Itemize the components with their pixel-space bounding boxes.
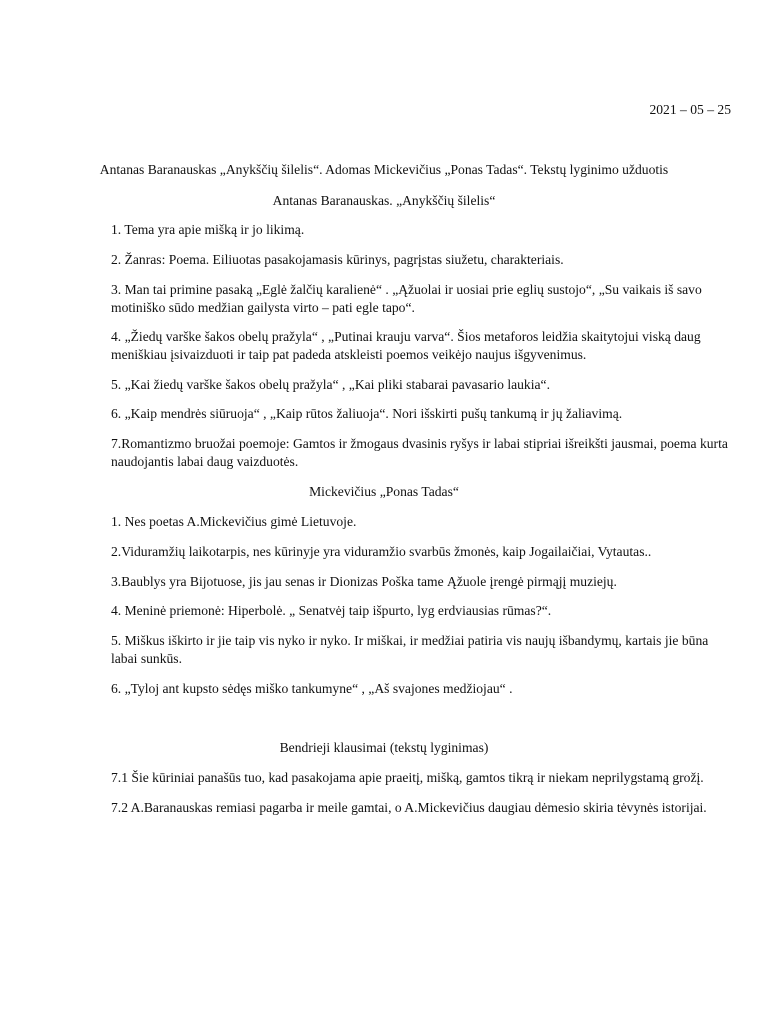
document-date: 2021 – 05 – 25 (649, 102, 731, 117)
answer-3-1: 7.1 Šie kūriniai panašūs tuo, kad pasakojama apie praeitį, mišką, gamtos tikrą ir niekam neprilygstamą grožį. (111, 770, 704, 785)
answer-2-5: 5. Miškus iškirto ir jie taip vis nyko ir nyko. Ir miškai, ir medžiai patiria vis naujų išbandymų, kartais jie būna labai sunkūs. (111, 633, 709, 666)
answer-1-6: 6. „Kaip mendrės siūruoja“ , „Kaip rūtos žaliuoja“. Nori išskirti pušų tankumą ir jų žaliavimą. (111, 406, 623, 421)
answer-3-2: 7.2 A.Baranauskas remiasi pagarba ir meile gamtai, o A.Mickevičius daugiau dėmesio skiria tėvynės istorijai. (111, 800, 707, 815)
answer-1-4: 4. „Žiedų varške šakos obelų pražyla“ , „Putinai krauju varva“. Šios metaforos leidžia skaitytojui viską daug meniškiau įsivaizduoti ir taip pat padeda atskleisti poemos veikėjo naujus išgyvenimus. (111, 329, 701, 362)
answer-1-1: 1. Tema yra apie mišką ir jo likimą. (111, 222, 305, 237)
answer-1-2: 2. Žanras: Poema. Eiliuotas pasakojamasis kūrinys, pagrįstas siužetu, charakteriais. (111, 252, 564, 267)
section-heading-baranauskas: Antanas Baranauskas. „Anykščių šilelis“ (272, 193, 496, 208)
answer-2-4: 4. Meninė priemonė: Hiperbolė. „ Senatvėj taip išpurto, lyg erdviausias rūmas?“. (111, 603, 552, 618)
answer-2-1: 1. Nes poetas A.Mickevičius gimė Lietuvoje. (111, 514, 357, 529)
answer-1-3: 3. Man tai primine pasaką „Eglė žalčių karalienė“ . „Ąžuolai ir uosiai prie eglių sustojo“, „Su vaikais iš savo motiniško sūdo medžian gailysta virto – pati egle tapo“. (111, 282, 702, 315)
section-heading-mickevicius: Mickevičius „Ponas Tadas“ (309, 484, 459, 499)
answer-2-2: 2.Viduramžių laikotarpis, nes kūrinyje yra viduramžio svarbūs žmonės, kaip Jogailaičiai, Vytautas.. (111, 544, 652, 559)
document-title: Antanas Baranauskas „Anykščių šilelis“. Adomas Mickevičius „Ponas Tadas“. Tekstų lyginimo užduotis (99, 162, 669, 177)
answer-2-3: 3.Baublys yra Bijotuose, jis jau senas ir Dionizas Poška tame Ąžuole įrengė pirmąjį muziejų. (111, 574, 617, 589)
answer-2-6: 6. „Tyloj ant kupsto sėdęs miško tankumyne“ , „Aš svajones medžiojau“ . (111, 681, 513, 696)
answer-1-7: 7.Romantizmo bruožai poemoje: Gamtos ir žmogaus dvasinis ryšys ir labai stipriai išreikšti jausmai, poema kurta naudojantis labai daug vaizduotės. (111, 436, 728, 469)
section-heading-comparison: Bendrieji klausimai (tekstų lyginimas) (279, 740, 489, 755)
answer-1-5: 5. „Kai žiedų varške šakos obelų pražyla“ , „Kai pliki stabarai pavasario laukia“. (111, 377, 550, 392)
